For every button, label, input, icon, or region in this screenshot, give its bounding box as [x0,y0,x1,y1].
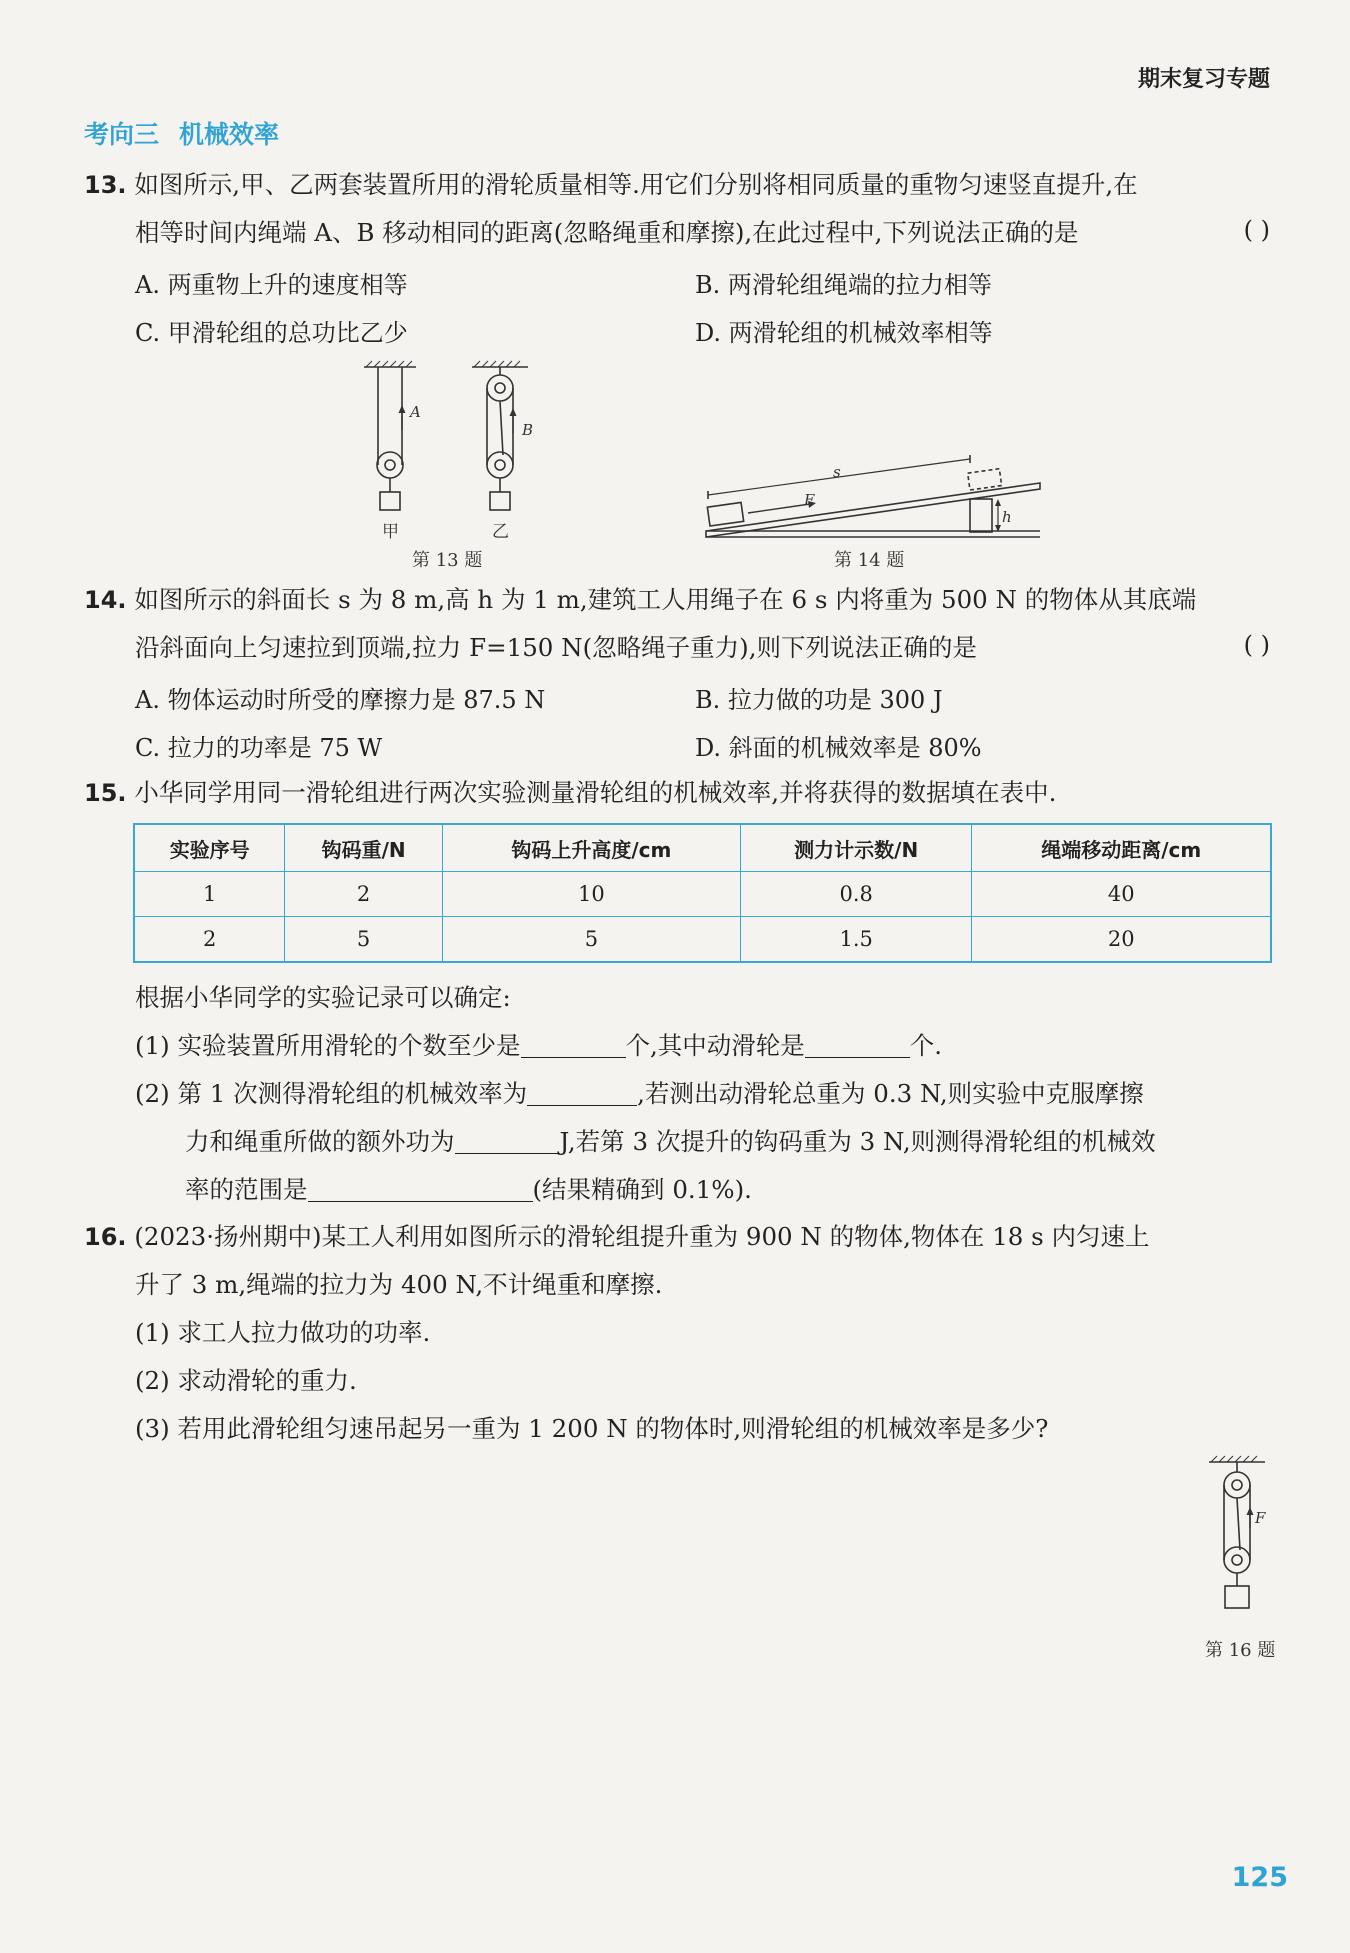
q15-part2-text-e: 率的范围是 [185,1175,308,1204]
data-table [133,823,1272,963]
q15-part2-text-d: J,若第 3 次提升的钩码重为 3 N,则测得滑轮组的机械效 [559,1127,1156,1156]
table-cell: 5 [442,917,740,963]
fig14-label-f: F [804,491,815,509]
q15-part2-line2 [185,1125,1156,1159]
q14-answer-paren: ( ) [1243,631,1270,659]
q13-text-1: 如图所示,甲、乙两套装置所用的滑轮质量相等.用它们分别将相同质量的重物匀速竖直提升,在 [134,170,1138,199]
q13-line1 [84,168,1138,202]
q14-option-b: B. 拉力做的功是 300 J [695,686,943,714]
table-cell: 1.5 [740,917,972,963]
fig14-label-s: s [833,463,841,481]
answer-blank[interactable] [527,1079,637,1106]
table-cell: 1 [134,872,285,917]
figure-16-caption: 第 16 题 [1205,1640,1276,1661]
figure-14 [698,455,1048,545]
q14-option-a: A. 物体运动时所受的摩擦力是 87.5 N [135,686,546,714]
q15-part2-line3 [185,1173,752,1207]
table-cell: 40 [972,872,1271,917]
fig13-label-a: A [410,403,421,421]
q15-text-1: 小华同学用同一滑轮组进行两次实验测量滑轮组的机械效率,并将获得的数据填在表中. [134,778,1057,807]
q15-part2-text-b: ,若测出动滑轮总重为 0.3 N,则实验中克服摩擦 [637,1079,1144,1108]
table-header-cell: 测力计示数/N [740,824,972,872]
page-number: 125 [1231,1862,1288,1893]
table-header-cell: 绳端移动距离/cm [972,824,1271,872]
figure-13-caption: 第 13 题 [412,550,483,571]
page-header: 期末复习专题 [1137,67,1270,92]
q15-part2-text-a: (2) 第 1 次测得滑轮组的机械效率为 [135,1079,528,1108]
q13-option-b: B. 两滑轮组绳端的拉力相等 [695,271,992,299]
q14-text-1: 如图所示的斜面长 s 为 8 m,高 h 为 1 m,建筑工人用绳子在 6 s 内将重为 500 N 的物体从其底端 [134,585,1197,614]
q16-part2: (2) 求动滑轮的重力. [135,1366,357,1395]
section-name: 机械效率 [179,120,280,149]
figure-16 [1195,1450,1285,1625]
q13-option-d: D. 两滑轮组的机械效率相等 [695,319,993,347]
q13-line2: 相等时间内绳端 A、B 移动相同的距离(忽略绳重和摩擦),在此过程中,下列说法正确的是 [135,218,1079,247]
q16-line1 [84,1220,1150,1254]
table-cell: 5 [285,917,442,963]
q13-number: 13. [84,171,127,199]
figure-14-caption: 第 14 题 [834,550,905,571]
table-header-row [134,824,1271,872]
q16-text-1: (2023·扬州期中)某工人利用如图所示的滑轮组提升重为 900 N 的物体,物体在 18 s 内匀速上 [134,1222,1150,1251]
q15-part1-text-b: 个,其中动滑轮是 [625,1031,805,1060]
q13-option-c: C. 甲滑轮组的总功比乙少 [135,319,408,347]
table-cell: 10 [442,872,740,917]
fig14-label-h: h [1002,508,1012,526]
answer-blank[interactable] [455,1127,560,1154]
section-title [84,115,279,151]
q16-part3: (3) 若用此滑轮组匀速吊起另一重为 1 200 N 的物体时,则滑轮组的机械效率是多少? [135,1414,1049,1443]
fig13-label-b: B [522,421,534,439]
q15-part2-text-f: (结果精确到 0.1%). [532,1175,752,1204]
table-cell: 2 [134,917,285,963]
answer-blank[interactable] [521,1031,626,1058]
table-cell: 2 [285,872,442,917]
q14-option-c: C. 拉力的功率是 75 W [135,734,383,762]
figure-13 [350,355,550,570]
q15-number: 15. [84,779,127,807]
table-cell: 20 [972,917,1271,963]
q16-part1: (1) 求工人拉力做功的功率. [135,1318,431,1347]
table-row [134,917,1271,963]
q15-part2-text-c: 力和绳重所做的额外功为 [185,1127,455,1156]
table-header-cell: 钩码上升高度/cm [442,824,740,872]
fig13-label-yi: 乙 [492,522,509,542]
section-label: 考向三 [84,120,160,149]
q16-line2: 升了 3 m,绳端的拉力为 400 N,不计绳重和摩擦. [135,1270,663,1299]
q13-answer-paren: ( ) [1243,216,1270,244]
fig16-label-f: F [1255,1509,1266,1527]
q15-line1 [84,776,1056,810]
q16-number: 16. [84,1223,127,1251]
q15-part1-text-a: (1) 实验装置所用滑轮的个数至少是 [135,1031,521,1060]
table-header-cell: 实验序号 [134,824,285,872]
fig13-label-jia: 甲 [382,522,399,542]
q14-line1 [84,583,1196,617]
table-header-cell: 钩码重/N [285,824,442,872]
q15-part1-text-c: 个. [909,1031,943,1060]
q15-part1 [135,1029,942,1063]
q15-intro: 根据小华同学的实验记录可以确定: [135,983,511,1012]
answer-blank[interactable] [308,1175,533,1202]
answer-blank[interactable] [805,1031,910,1058]
q15-part2-line1 [135,1077,1144,1111]
table-row [134,872,1271,917]
q14-option-d: D. 斜面的机械效率是 80% [695,734,982,762]
q14-number: 14. [84,586,127,614]
table-cell: 0.8 [740,872,972,917]
q13-option-a: A. 两重物上升的速度相等 [135,271,408,299]
q14-line2: 沿斜面向上匀速拉到顶端,拉力 F=150 N(忽略绳子重力),则下列说法正确的是 [135,633,977,662]
